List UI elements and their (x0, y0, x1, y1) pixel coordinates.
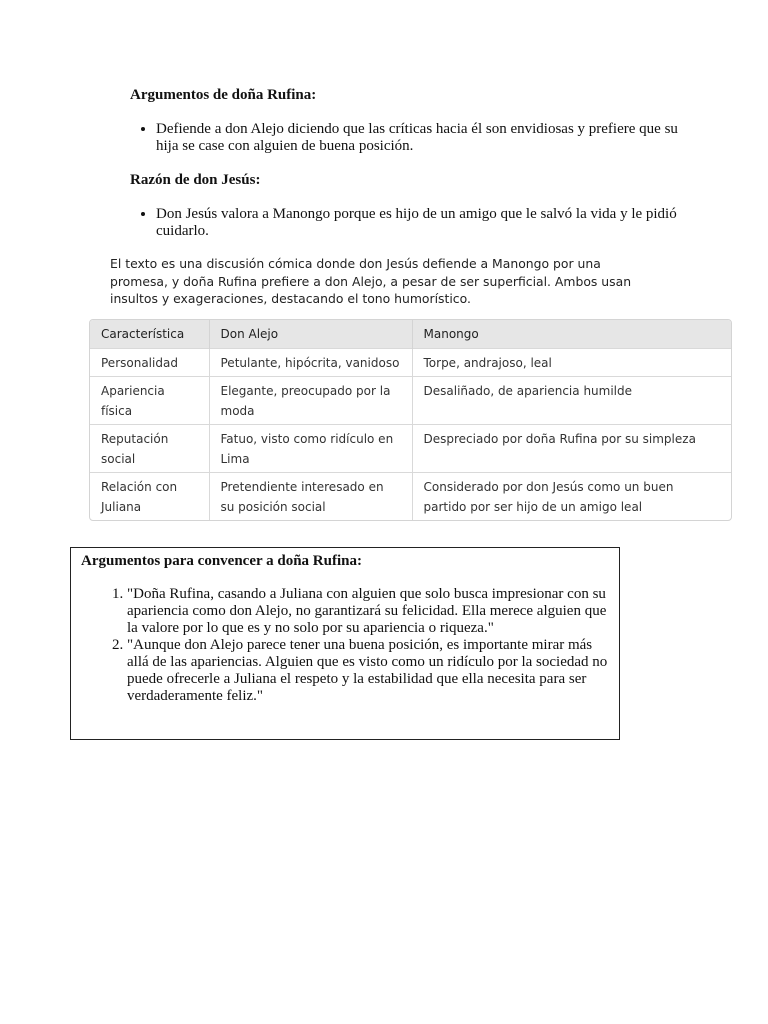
list-item: • Don Jesús valora a Manongo porque es hijo de un amigo que le salvó la vida y le pidió cuidarlo. (156, 206, 696, 240)
list-item: • Defiende a don Alejo diciendo que las críticas hacia él son envidiosas y prefiere que su hija se case con alguien de buena posición. (156, 121, 696, 155)
table-cell: Relación con Juliana (90, 473, 209, 521)
table-row (90, 377, 731, 425)
table-cell: Petulante, hipócrita, vanidoso (209, 349, 412, 377)
table-cell: Reputación social (90, 425, 209, 473)
heading-rufina-arguments: Argumentos de doña Rufina: (130, 87, 317, 103)
table-cell: Elegante, preocupado por la moda (209, 377, 412, 425)
table-cell: Considerado por don Jesús como un buen partido por ser hijo de un amigo leal (412, 473, 731, 521)
heading-jesus-reason: Razón de don Jesús: (130, 172, 261, 188)
jesus-reason-list (130, 206, 696, 240)
table-cell: Desaliñado, de apariencia humilde (412, 377, 731, 425)
arguments-box (70, 547, 620, 740)
list-item: 2. "Aunque don Alejo parece tener una buena posición, es importante mirar más allá de las apariencias. Alguien que es visto como un ridículo por la sociedad no puede ofrecerle a Juliana el respeto y la estabilidad que ella necesita para ser verdaderamente feliz." (127, 637, 617, 705)
list-item: 1. "Doña Rufina, casando a Juliana con alguien que solo busca impresionar con su apariencia como don Alejo, no garantizará su felicidad. Ella merece alguien que la valore por lo que es y no solo por su apariencia o riqueza." (127, 586, 617, 637)
comparison-table (89, 319, 732, 521)
column-header-manongo: Manongo (412, 320, 731, 349)
table-cell: Torpe, andrajoso, leal (412, 349, 731, 377)
table-cell: Apariencia física (90, 377, 209, 425)
table-header-row (90, 320, 731, 349)
box-title: Argumentos para convencer a doña Rufina: (81, 553, 362, 569)
rufina-arguments-list (130, 121, 696, 155)
table-cell: Despreciado por doña Rufina por su simpleza (412, 425, 731, 473)
table-row (90, 473, 731, 521)
table-cell: Pretendiente interesado en su posición social (209, 473, 412, 521)
table-cell: Fatuo, visto como ridículo en Lima (209, 425, 412, 473)
summary-paragraph: El texto es una discusión cómica donde don Jesús defiende a Manongo por una promesa, y doña Rufina prefiere a don Alejo, a pesar de ser superficial. Ambos usan insultos y exageraciones, destacando el tono humorístico. (110, 256, 632, 306)
arguments-list (101, 586, 617, 705)
column-header-characteristic: Característica (90, 320, 209, 349)
column-header-don-alejo: Don Alejo (209, 320, 412, 349)
table-row (90, 425, 731, 473)
table-cell: Personalidad (90, 349, 209, 377)
table-row (90, 349, 731, 377)
